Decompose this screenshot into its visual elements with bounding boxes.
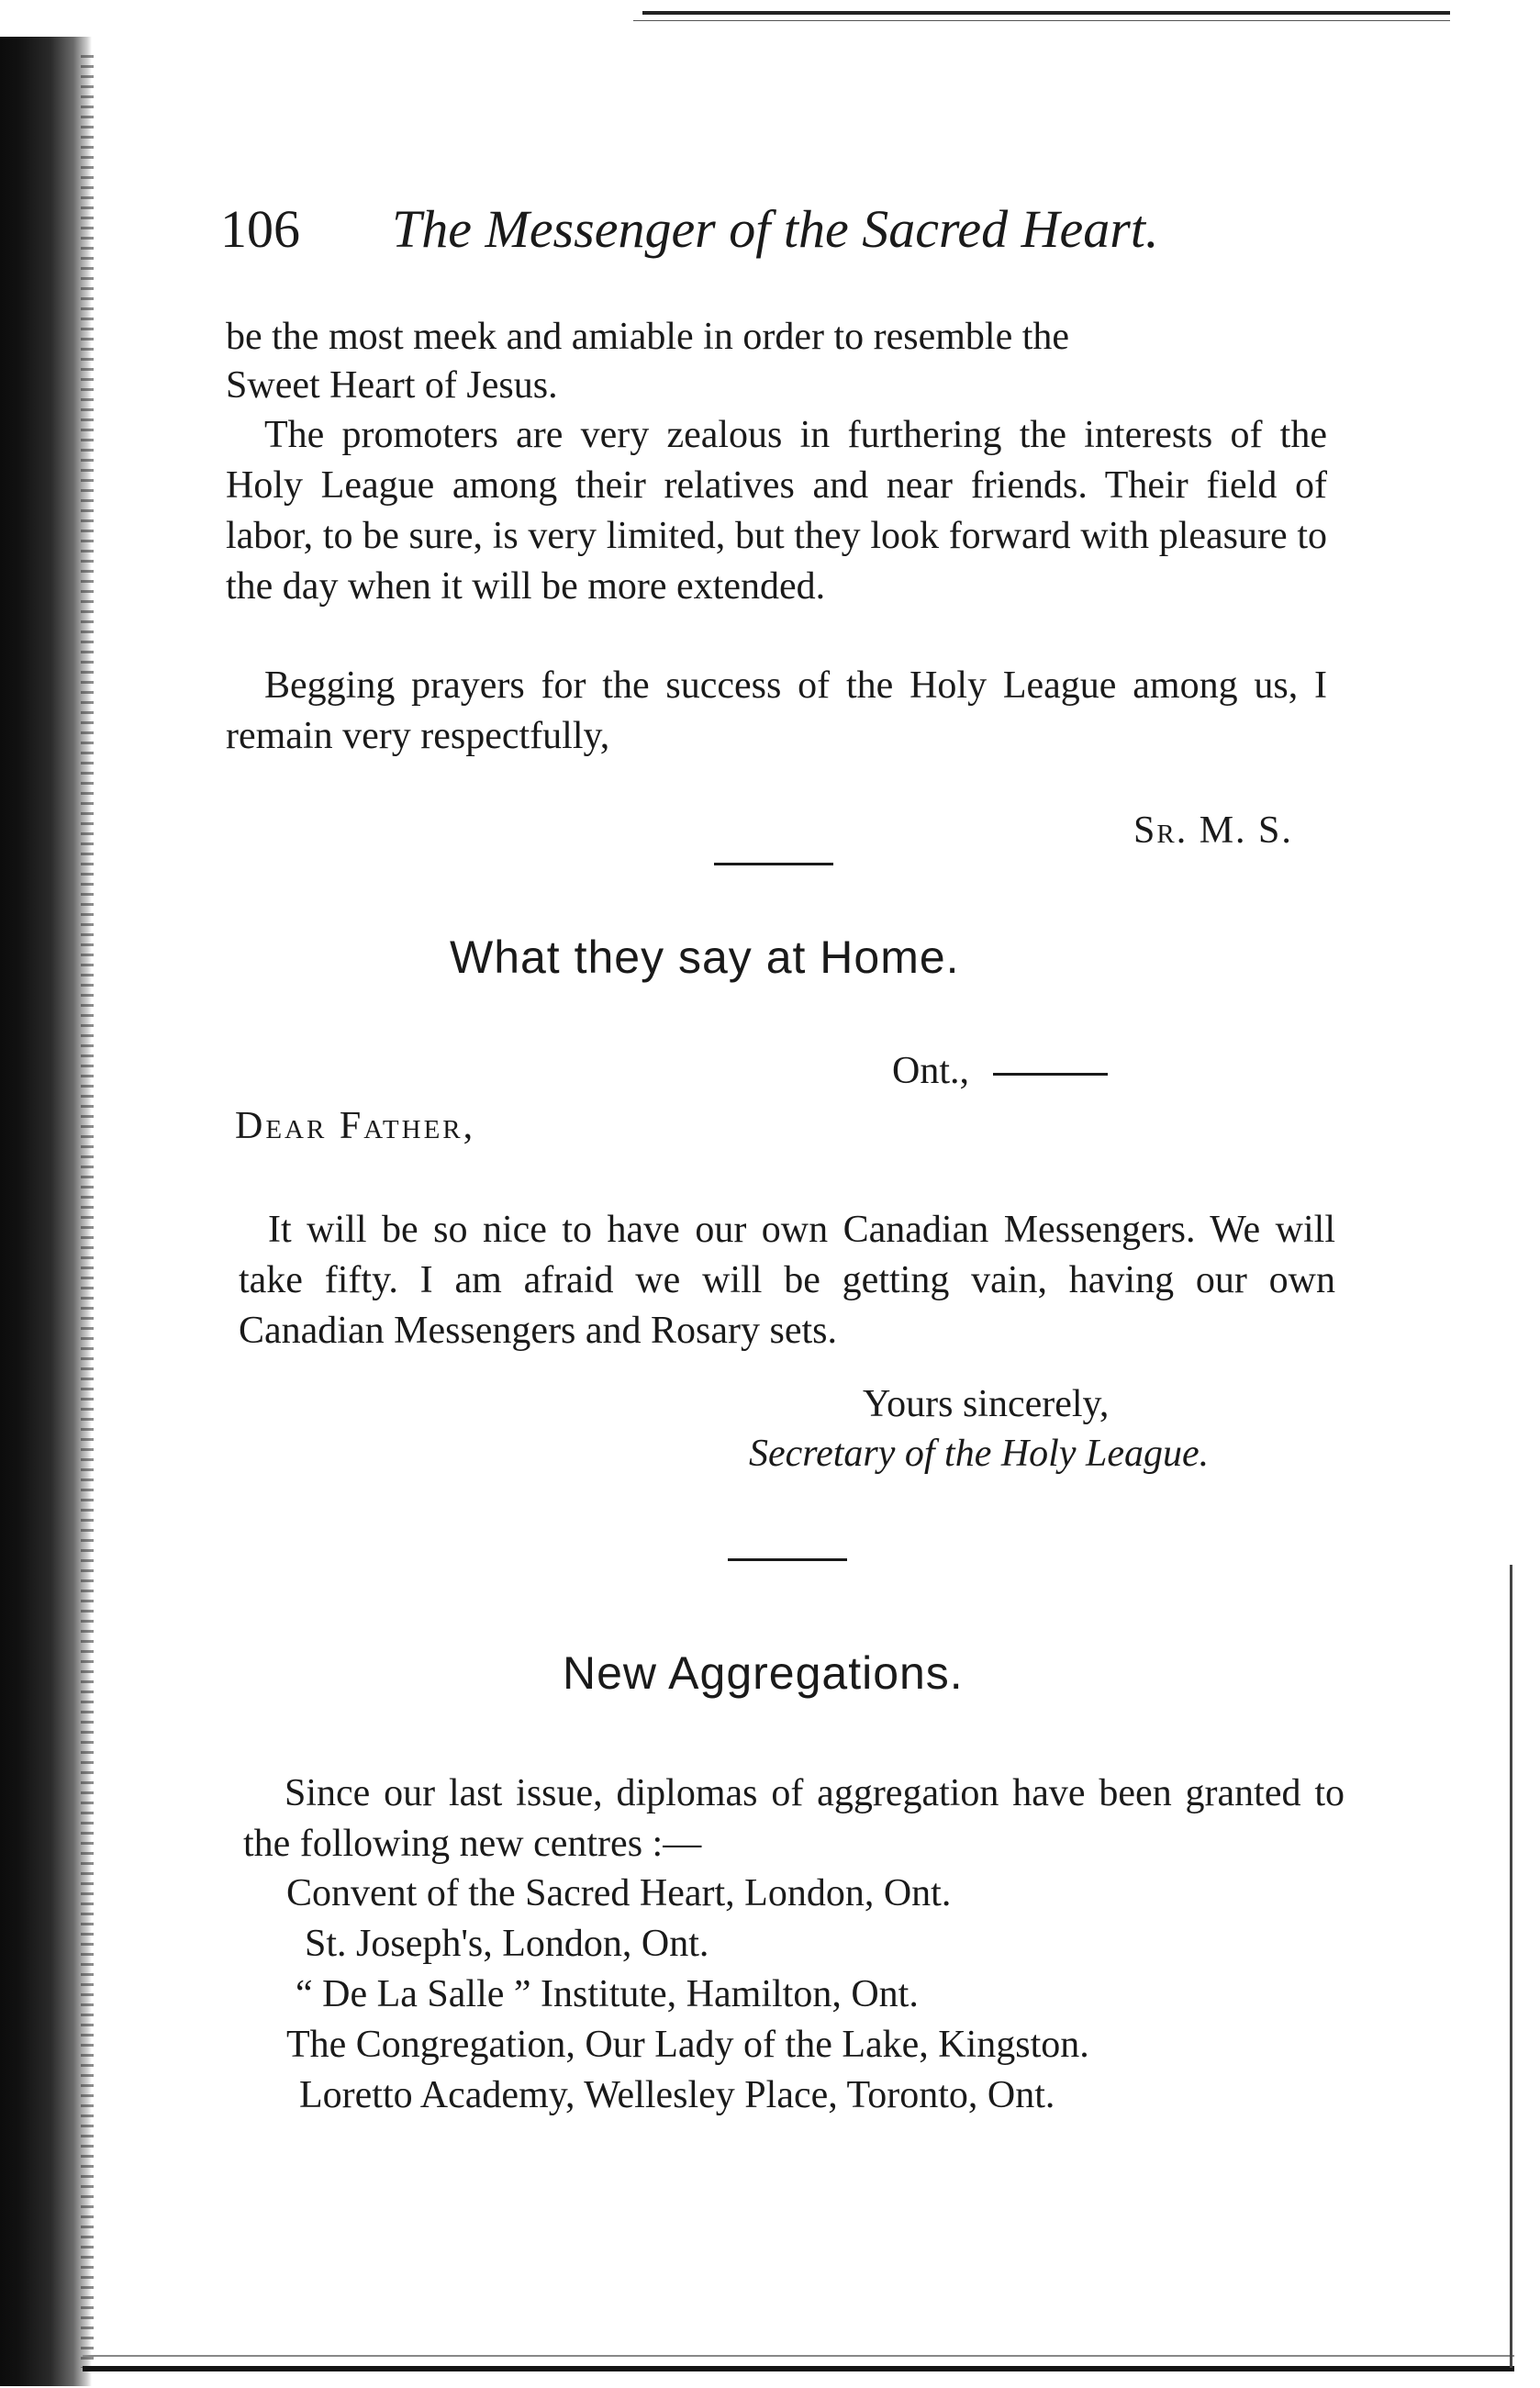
top-scan-rule <box>642 11 1450 15</box>
aggregations-intro: Since our last issue, diplomas of aggregation have been granted to the following new centres :— <box>243 1772 1345 1865</box>
list-item: The Congregation, Our Lady of the Lake, Kingston. <box>286 2024 1089 2066</box>
right-scan-rule <box>1510 1565 1512 2368</box>
left-binding-marks <box>81 55 94 2368</box>
letter-paragraph-closing: Begging prayers for the success of the Holy League among us, I remain very respectfully, <box>226 664 1327 757</box>
list-item: “ De La Salle ” Institute, Hamilton, Ont. <box>296 1973 919 2015</box>
left-scan-edge <box>0 37 92 2386</box>
section-divider <box>728 1558 847 1561</box>
page-number: 106 <box>220 199 300 259</box>
list-item: Convent of the Sacred Heart, London, Ont. <box>286 1872 952 1914</box>
bottom-scan-rule-thin <box>83 2355 1514 2357</box>
place-blank-dash <box>993 1073 1108 1076</box>
letter-place: Ont., <box>892 1050 969 1092</box>
letter-signer: Secretary of the Holy League. <box>749 1433 1210 1475</box>
section-heading-aggregations: New Aggregations. <box>563 1647 964 1699</box>
running-title: The Messenger of the Sacred Heart. <box>392 199 1159 259</box>
letter-signature: Sr. M. S. <box>1133 809 1293 852</box>
letter-salutation: Dear Father, <box>235 1105 476 1147</box>
aggregation-list <box>286 1869 1089 2121</box>
letter-continuation-line1: be the most meek and amiable in order to resemble the <box>226 316 1070 358</box>
bottom-scan-rule <box>83 2366 1514 2371</box>
list-item: Loretto Academy, Wellesley Place, Toronto, Ont. <box>299 2074 1055 2116</box>
running-header <box>220 197 1367 262</box>
letter-closing: Yours sincerely, <box>863 1383 1110 1425</box>
letter-continuation-line2: Sweet Heart of Jesus. <box>226 364 558 407</box>
letter-paragraph-promoters: The promoters are very zealous in furthering the interests of the Holy League among their relatives and near friends. Their field of labor, to be sure, is very limited, but they look forward with pleasure to the day when it will be more extended. <box>226 414 1327 608</box>
section-divider <box>714 863 833 865</box>
list-item: St. Joseph's, London, Ont. <box>305 1923 709 1965</box>
letter-place-line <box>892 1046 1108 1097</box>
letter-body: It will be so nice to have our own Canadian Messengers. We will take fifty. I am afraid we will be getting vain, having our own Canadian Messengers and Rosary sets. <box>239 1209 1335 1352</box>
section-heading-home: What they say at Home. <box>450 932 960 983</box>
top-scan-rule-thin <box>633 20 1450 21</box>
